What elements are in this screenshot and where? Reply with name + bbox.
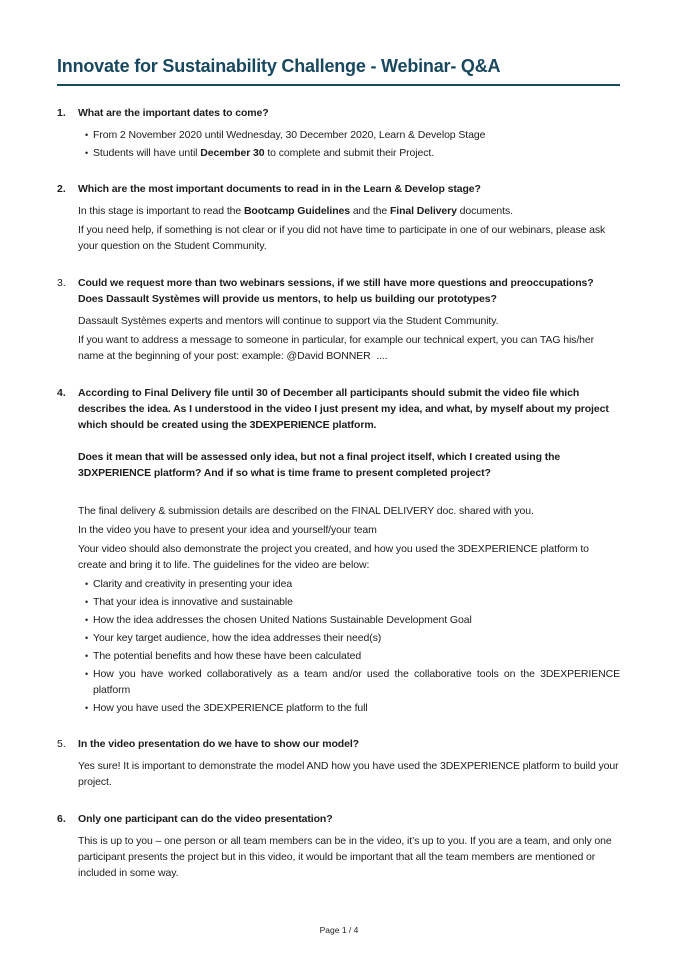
question-number: 2. [57, 183, 66, 195]
bullet-item [78, 127, 620, 143]
answer-paragraph: This is up to you – one person or all team members can be in the video, it’s up to you. If you are a team, and only one participant presents the project but in this video, it would be important that all the team members are mentioned or included in some way. [78, 835, 615, 879]
bullet-icon: • [85, 703, 89, 713]
qa-body [78, 275, 620, 367]
answer-paragraph: Yes sure! It is important to demonstrate the model AND how you have used the 3DEXPERIENCE platform to build your project. [78, 760, 622, 788]
qa-item-5 [57, 736, 620, 793]
answer-paragraph: In the video you have to present your idea and yourself/your team [78, 524, 377, 536]
qa-body [78, 105, 620, 163]
qa-item-2 [57, 181, 620, 257]
bullet-text: How the idea addresses the chosen United Nations Sustainable Development Goal [93, 614, 472, 626]
question-number: 4. [57, 387, 66, 399]
bullet-icon: • [85, 579, 89, 589]
bullet-item [78, 576, 620, 592]
qa-body [78, 385, 623, 718]
bullet-item [78, 648, 620, 664]
page-number: Page 1 / 4 [319, 925, 359, 935]
answer-paragraph: If you need help, if something is not clear or if you did not have time to participate in one of our webinars, please ask your question on the Student Community. [78, 224, 609, 252]
bullet-item [78, 630, 620, 646]
answer-paragraph: The final delivery & submission details are described on the FINAL DELIVERY doc. shared with you. [78, 505, 534, 517]
bullet-list [78, 127, 620, 161]
question-number: 6. [57, 813, 66, 825]
qa-body [78, 811, 620, 884]
blank-line [78, 439, 620, 449]
qa-item-4 [57, 385, 623, 718]
bullet-item [78, 145, 620, 161]
bullet-item [78, 612, 620, 628]
bullet-text: Your key target audience, how the idea addresses their need(s) [93, 632, 382, 644]
blank-line [78, 487, 620, 503]
bullet-text: How you have worked collaboratively as a team and/or used the collaborative tools on the 3DEXPERIENCE platform [93, 668, 623, 696]
question-text: Does it mean that will be assessed only idea, but not a final project itself, which I created using the 3DXPERIENCE platform? And if so what is time frame to present completed project? [78, 451, 563, 479]
bullet-icon: • [85, 148, 89, 158]
question-text: What are the important dates to come? [78, 107, 269, 119]
bullet-text: How you have used the 3DEXPERIENCE platform to the full [93, 702, 368, 714]
qa-item-1 [57, 105, 620, 163]
question-number: 5. [57, 738, 66, 750]
bullet-text: Students will have until December 30 to complete and submit their Project. [93, 147, 435, 159]
qa-item-6 [57, 811, 620, 884]
question-text: Which are the most important documents to read in in the Learn & Develop stage? [78, 183, 481, 195]
bullet-item [78, 594, 620, 610]
answer-paragraph: If you want to address a message to someone in particular, for example our technical expert, you can TAG his/her name at the beginning of your post: example: @David BONNER .... [78, 334, 597, 362]
bullet-text: That your idea is innovative and sustainable [93, 596, 293, 608]
qa-item-3 [57, 275, 620, 367]
bullet-item [78, 666, 623, 698]
bullet-icon: • [85, 597, 89, 607]
bullet-icon: • [85, 633, 89, 643]
bullet-icon: • [85, 651, 89, 661]
question-text: In the video presentation do we have to show our model? [78, 738, 359, 750]
question-number: 3. [57, 277, 66, 289]
qa-body [78, 181, 620, 257]
question-number: 1. [57, 107, 66, 119]
answer-paragraph: Dassault Systèmes experts and mentors will continue to support via the Student Community. [78, 315, 499, 327]
question-text: Could we request more than two webinars sessions, if we still have more questions and preoccupations? Does Dassault Systèmes will provide us mentors, to help us building our prototypes? [78, 277, 600, 305]
bullet-icon: • [85, 615, 89, 625]
bullet-item [78, 700, 620, 716]
bullet-icon: • [85, 130, 89, 140]
bullet-text: Clarity and creativity in presenting your idea [93, 578, 293, 590]
answer-paragraph: In this stage is important to read the Bootcamp Guidelines and the Final Delivery documents. [78, 205, 513, 217]
document-title: Innovate for Sustainability Challenge - Webinar- Q&A [57, 56, 620, 86]
question-text: Only one participant can do the video presentation? [78, 813, 333, 825]
bullet-list [78, 576, 623, 716]
bullet-icon: • [85, 669, 89, 679]
qa-body [78, 736, 620, 793]
answer-paragraph: Your video should also demonstrate the project you created, and how you used the 3DEXPERIENCE platform to create and bring it to life. The guidelines for the video are below: [78, 543, 592, 571]
bullet-text: From 2 November 2020 until Wednesday, 30 December 2020, Learn & Develop Stage [93, 129, 486, 141]
bullet-text: The potential benefits and how these have been calculated [93, 650, 362, 662]
question-text: According to Final Delivery file until 30 of December all participants should submit the video file which describes the idea. As I understood in the video I just present my idea, and what, by myself about my project which should be created using the 3DEXPERIENCE platform. [78, 387, 612, 431]
